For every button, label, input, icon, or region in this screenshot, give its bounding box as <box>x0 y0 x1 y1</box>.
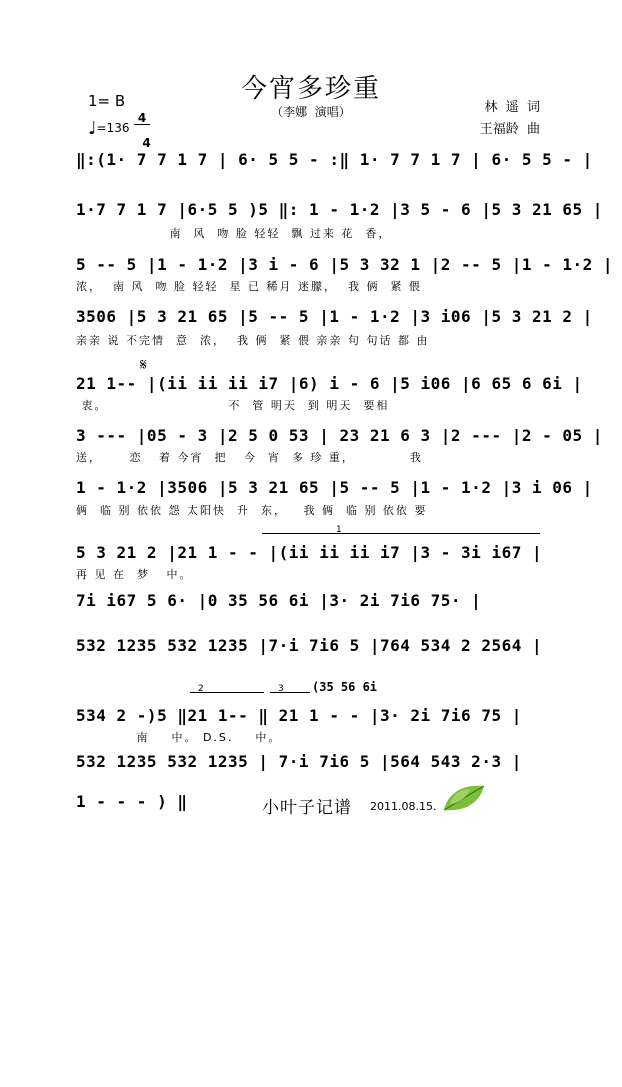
lyric-line-11: 南 中。 D.S. 中。 <box>76 731 282 744</box>
score-line-5: 21 1-- |(ii ii ii i7 |6) i - 6 |5 i06 |6 65 6 6i | <box>76 374 583 393</box>
lyric-line-5: 衷。 不 管 明天 到 明天 要相 <box>76 399 390 412</box>
score-line-12: 532 1235 532 1235 | 7·i 7i6 5 |564 543 2·3 | <box>76 752 522 771</box>
score-line-2: 1·7 7 1 7 |6·5 5 )5 ‖: 1 - 1·2 |3 5 - 6 |5 3 21 65 | <box>76 200 603 219</box>
score-line-4: 3506 |5 3 21 65 |5 -- 5 |1 - 1·2 |3 i06 |5 3 21 2 | <box>76 307 593 326</box>
song-title: 今宵多珍重 <box>240 74 381 104</box>
score-line-7: 1 - 1·2 |3506 |5 3 21 65 |5 -- 5 |1 - 1·2 |3 i 06 | <box>76 478 593 497</box>
transcription-date: 2011.08.15. <box>370 800 437 813</box>
volta-2-label: 2 <box>198 684 204 694</box>
lyric-line-6: 送， 恋 着 今宵 把 今 宵 多 珍 重， 我 <box>76 451 423 464</box>
tempo-value: =136 <box>96 121 130 135</box>
score-line-1: ‖:(1· 7 7 1 7 | 6· 5 5 - :‖ 1· 7 7 1 7 | 6· 5 5 - | <box>76 150 593 169</box>
segno-sign: 𝄋 <box>140 355 147 374</box>
volta-3-bracket <box>270 692 310 693</box>
volta-1-bracket <box>262 533 540 534</box>
singer-credit: （李娜 演唱） <box>271 105 351 119</box>
lyric-line-2: 南 风 吻 脸 轻轻 飘 过来 花 香， <box>76 227 392 240</box>
lyric-line-8: 再 见 在 梦 中。 <box>76 568 193 581</box>
tempo-marking <box>88 116 129 137</box>
meter-bottom: 4 <box>142 136 151 150</box>
score-line-11: 534 2 -)5 ‖21 1-- ‖ 21 1 - - |3· 2i 7i6 75 | <box>76 706 522 725</box>
volta-3-pickup-notes: (35 56 6i <box>312 680 378 694</box>
score-line-3: 5 -- 5 |1 - 1·2 |3 i - 6 |5 3 32 1 |2 -- 5 |1 - 1·2 | <box>76 255 614 274</box>
volta-1-label: 1 <box>336 525 342 535</box>
lyric-line-3: 浓， 南 风 吻 脸 轻轻 星 已 稀月 迷朦， 我 俩 紧 偎 <box>76 280 422 293</box>
key-signature: 1= B <box>88 92 126 110</box>
lyric-line-4: 亲亲 说 不完情 意 浓， 我 俩 紧 偎 亲亲 句 句话 都 由 <box>76 334 430 347</box>
score-line-8: 5 3 21 2 |21 1 - - |(ii ii ii i7 |3 - 3i i67 | <box>76 543 543 562</box>
score-line-6: 3 --- |05 - 3 |2 5 0 53 | 23 21 6 3 |2 --- |2 - 05 | <box>76 426 603 445</box>
lyricist-credit: 林 遥 词 <box>484 100 540 115</box>
score-line-13: 1 - - - ) ‖ <box>76 792 188 811</box>
tea-leaf-icon <box>440 780 490 816</box>
meter-top: 4 <box>134 112 150 125</box>
composer-credit: 王福龄 曲 <box>479 122 540 137</box>
quarter-note-icon: ♩ <box>88 118 97 139</box>
score-line-10: 532 1235 532 1235 |7·i 7i6 5 |764 534 2 2564 | <box>76 636 543 655</box>
lyric-line-7: 俩 临 别 依依 怨 太阳快 升 东， 我 俩 临 别 依依 要 <box>76 504 428 517</box>
transcriber-signature: 小叶子记谱 <box>262 798 352 818</box>
score-line-9: 7i i67 5 6· |0 35 56 6i |3· 2i 7i6 75· | <box>76 591 482 610</box>
time-signature <box>134 88 150 149</box>
volta-3-label: 3 <box>278 684 284 694</box>
